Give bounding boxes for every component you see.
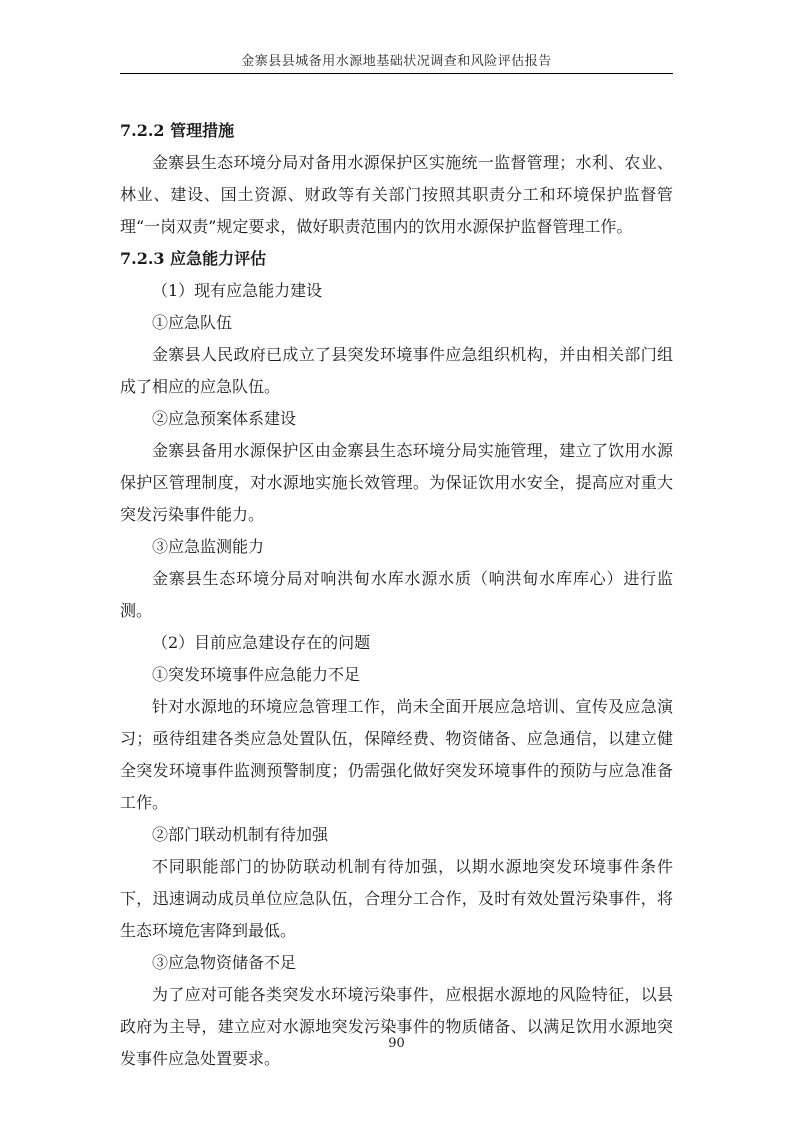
section-heading-7-2-3: 7.2.3 应急能力评估 <box>120 249 267 268</box>
section-heading-7-2-2: 7.2.2 管理措施 <box>120 121 235 140</box>
item-heading: ①突发环境事件应急能力不足 <box>152 665 361 684</box>
paragraph: 为了应对可能各类突发水环境污染事件，应根据水源地的风险特征，以县政府为主导，建立应对水源地突发污染事件的物质储备、以满足饮用水源地突发事件应急处置要求。 <box>120 985 673 1068</box>
paragraph: 金寨县生态环境分局对响洪甸水库水源水质（响洪甸水库库心）进行监测。 <box>120 569 673 620</box>
document-body <box>120 115 673 1075</box>
page-number: 90 <box>388 1036 405 1051</box>
item-heading: ②部门联动机制有待加强 <box>152 825 329 844</box>
item-heading: ③应急监测能力 <box>152 537 265 556</box>
paragraph: 不同职能部门的协防联动机制有待加强，以期水源地突发环境事件条件下，迅速调动成员单位应急队伍，合理分工合作，及时有效处置污染事件，将生态环境危害降到最低。 <box>120 857 673 940</box>
running-header: 金寨县县城备用水源地基础状况调查和风险评估报告 <box>241 54 552 69</box>
paragraph: 金寨县人民政府已成立了县突发环境事件应急组织机构，并由相关部门组成了相应的应急队伍。 <box>120 345 673 396</box>
header-divider <box>120 73 673 74</box>
paragraph: 金寨县备用水源保护区由金寨县生态环境分局实施管理，建立了饮用水源保护区管理制度，对水源地实施长效管理。为保证饮用水安全，提高应对重大突发污染事件能力。 <box>120 441 673 524</box>
item-heading: ②应急预案体系建设 <box>152 409 297 428</box>
subsection-heading: （1）现有应急能力建设 <box>152 281 323 300</box>
item-heading: ③应急物资储备不足 <box>152 953 297 972</box>
paragraph: 针对水源地的环境应急管理工作，尚未全面开展应急培训、宣传及应急演习；亟待组建各类应急处置队伍，保障经费、物资储备、应急通信，以建立健全突发环境事件监测预警制度；仍需强化做好突发环境事件的预防与应急准备工作。 <box>120 697 673 812</box>
subsection-heading: （2）目前应急建设存在的问题 <box>152 633 371 652</box>
item-heading: ①应急队伍 <box>152 313 233 332</box>
paragraph: 金寨县生态环境分局对备用水源保护区实施统一监督管理；水利、农业、林业、建设、国土资源、财政等有关部门按照其职责分工和环境保护监督管理“一岗双责”规定要求，做好职责范围内的饮用水源保护监督管理工作。 <box>120 153 673 236</box>
